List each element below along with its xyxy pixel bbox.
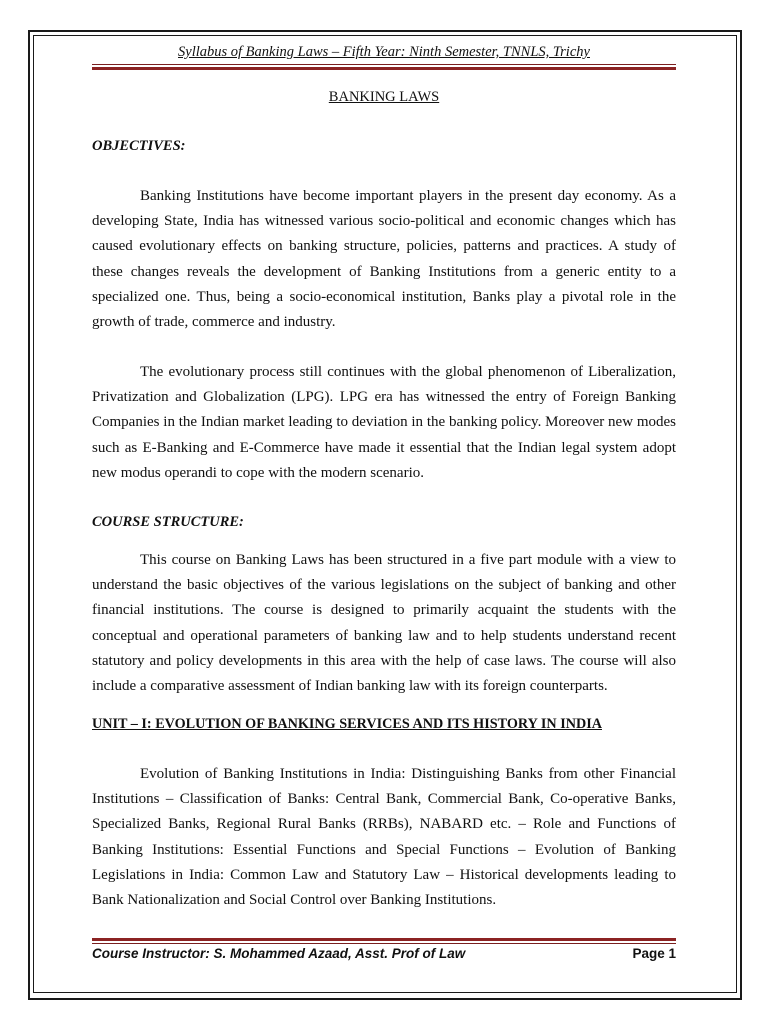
footer-instructor: Course Instructor: S. Mohammed Azaad, Asst. Prof of Law [92,946,466,961]
footer-rule-thin [92,943,676,944]
course-structure-heading: COURSE STRUCTURE: [92,514,244,530]
objectives-heading: OBJECTIVES: [92,138,186,154]
unit-1-heading: UNIT – I: EVOLUTION OF BANKING SERVICES AND ITS HISTORY IN INDIA [92,716,602,732]
header-rule-thick [92,67,676,70]
unit-1-paragraph: Evolution of Banking Institutions in India: Distinguishing Banks from other Financial Institutions – Classification of Banks: Central Bank, Commercial Bank, Co-operative Banks, Specialized Banks, Regional Rural Banks (RRBs), NABARD etc. – Role and Functions of Banking Institutions: Essential Functions and Special Functions – Evolution of Banking Legislations in India: Common Law and Statutory Law – Historical developments leading to Bank Nationalization and Social Control over Banking Institutions. [92,766,676,909]
page-header: Syllabus of Banking Laws – Fifth Year: Ninth Semester, TNNLS, Trichy [178,44,590,60]
course-structure-paragraph: This course on Banking Laws has been structured in a five part module with a view to understand the basic objectives of the various legislations on the subject of banking and other financial institutions. The course is designed to primarily acquaint the students with the conceptual and operational parameters of banking law and to help students understand recent statutory and policy developments in this area with the help of case laws. The course will also include a comparative assessment of Indian banking law with its foreign counterparts. [92,552,676,695]
header-rule-thin [92,64,676,65]
footer-page-number: Page 1 [632,946,676,961]
objectives-paragraph-2: The evolutionary process still continues with the global phenomenon of Liberalization, Privatization and Globalization (LPG). LPG era has witnessed the entry of Foreign Banking Companies in the Indian market leading to deviation in the banking policy. Moreover new modes such as E-Banking and E-Commerce have made it essential that the Indian legal system adopt new modus operandi to cope with the modern scenario. [92,364,676,481]
objectives-paragraph-1: Banking Institutions have become important players in the present day economy. As a developing State, India has witnessed various socio-political and economic changes which has caused evolutionary effects on banking structure, policies, patterns and practices. A study of these changes reveals the development of Banking Institutions from a generic entity to a specialized one. Thus, being a socio-economical institution, Banks play a pivotal role in the growth of trade, commerce and industry. [92,188,676,331]
document-title: BANKING LAWS [328,89,440,105]
footer-rule-thick [92,938,676,941]
